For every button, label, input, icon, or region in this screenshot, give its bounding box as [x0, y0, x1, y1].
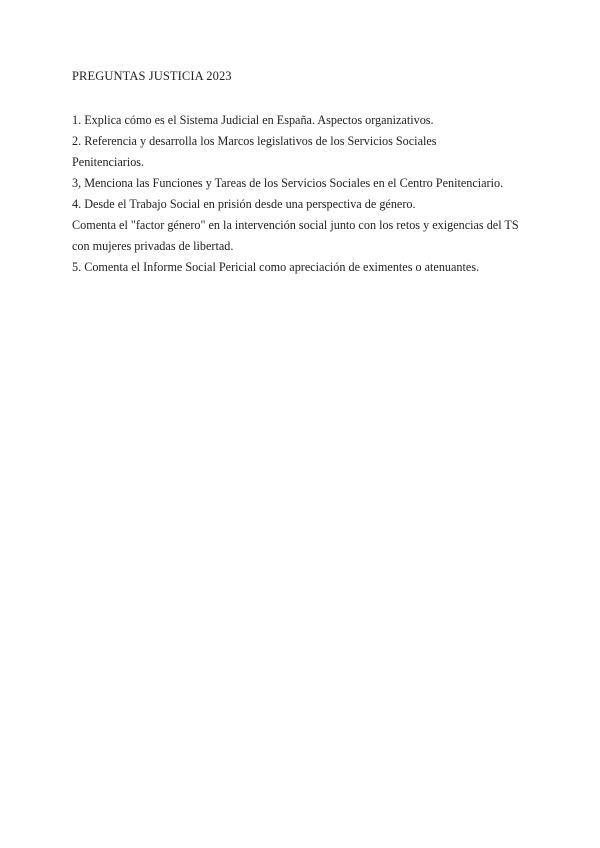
- question-line: con mujeres privadas de libertad.: [72, 239, 234, 253]
- document-title: PREGUNTAS JUSTICIA 2023: [72, 69, 232, 83]
- question-line: Penitenciarios.: [72, 155, 145, 169]
- question-line: 5. Comenta el Informe Social Pericial como apreciación de eximentes o atenuantes.: [72, 260, 480, 274]
- question-list: [72, 110, 542, 278]
- question-line: Comenta el "factor género" en la intervención social junto con los retos y exigencias del TS: [72, 218, 519, 232]
- question-line: 1. Explica cómo es el Sistema Judicial en España. Aspectos organizativos.: [72, 113, 434, 127]
- question-line: 2. Referencia y desarrolla los Marcos legislativos de los Servicios Sociales: [72, 134, 437, 148]
- question-line: 3, Menciona las Funciones y Tareas de los Servicios Sociales en el Centro Penitenciario.: [72, 176, 504, 190]
- question-line: 4. Desde el Trabajo Social en prisión desde una perspectiva de género.: [72, 197, 416, 211]
